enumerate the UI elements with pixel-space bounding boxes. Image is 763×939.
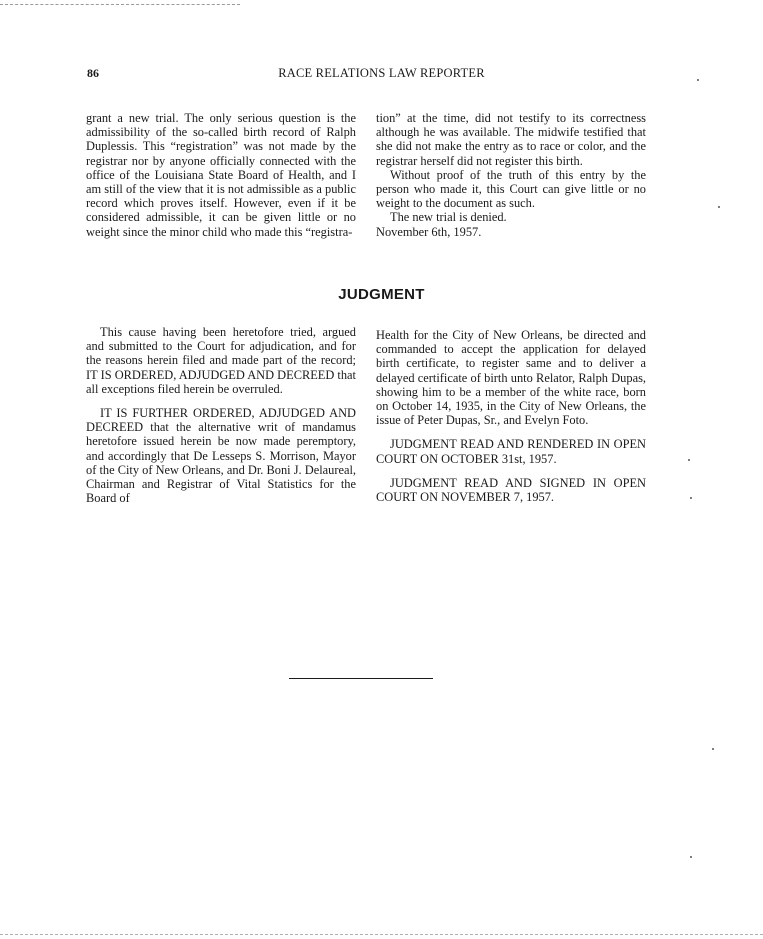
scan-speck bbox=[718, 206, 720, 208]
judgment-left-column bbox=[86, 325, 356, 505]
opinion-date: November 6th, 1957. bbox=[376, 224, 482, 239]
opinion-left-column bbox=[86, 111, 356, 239]
judgment-paragraph: Health for the City of New Orleans, be directed and commanded to accept the application for delayed birth certificate, to register same and to deliver a delayed certificate of birth unto Relator, Ralph Dupas, showing him to be a member of the white race, born on October 14, 1935, in the City of New Orleans, the issue of Peter Dupas, Sr., and Evelyn Foto. bbox=[376, 328, 646, 428]
judgment-heading: JUDGMENT bbox=[338, 286, 425, 303]
scan-edge-line bbox=[0, 4, 240, 5]
judgment-paragraph: This cause having been heretofore tried, argued and submitted to the Court for adjudication, and for the reasons herein filed and made part of the record; IT IS ORDERED, ADJUDGED AND DECREED that all exceptions filed herein be overruled. bbox=[86, 325, 356, 396]
opinion-right-column bbox=[376, 111, 646, 239]
end-rule bbox=[289, 678, 433, 679]
judgment-right-column bbox=[376, 328, 646, 504]
scan-speck bbox=[688, 459, 690, 461]
scan-speck bbox=[690, 497, 692, 499]
opinion-paragraph: grant a new trial. The only serious question is the admissibility of the so-called birth record of Ralph Duplessis. This “registration” was not made by the registrar nor by anyone officially connected with the office of the Louisiana State Board of Health, and I am still of the view that it is not admissible as a public record which proves itself. However, even if it be considered admissible, it can be given little or no weight since the minor child who made this “registra- bbox=[86, 111, 356, 239]
scan-speck bbox=[697, 79, 699, 81]
scan-edge-line bbox=[0, 934, 763, 935]
judgment-signed-statement: JUDGMENT READ AND SIGNED IN OPEN COURT ON NOVEMBER 7, 1957. bbox=[376, 475, 646, 505]
page-number: 86 bbox=[87, 66, 99, 80]
judgment-rendered-statement: JUDGMENT READ AND RENDERED IN OPEN COURT ON OCTOBER 31st, 1957. bbox=[376, 437, 646, 466]
opinion-paragraph: tion” at the time, did not testify to its correctness although he was available. The midwife testified that she did not make the entry as to race or color, and the registrar herself did not register this birth. bbox=[376, 111, 646, 168]
scan-speck bbox=[690, 856, 692, 858]
opinion-paragraph: Without proof of the truth of this entry by the person who made it, this Court can give little or no weight to the document as such. bbox=[376, 167, 646, 211]
scan-speck bbox=[712, 748, 714, 750]
running-head: RACE RELATIONS LAW REPORTER bbox=[278, 66, 485, 80]
judgment-paragraph: IT IS FURTHER ORDERED, ADJUDGED AND DECREED that the alternative writ of mandamus heretofore issued herein be now made peremptory, and accordingly that De Lesseps S. Morrison, Mayor of the City of New Orleans, and Dr. Boni J. Delaureal, Chairman and Registrar of Vital Statistics for the Board of bbox=[86, 406, 356, 506]
opinion-ruling: The new trial is denied. bbox=[390, 210, 507, 225]
